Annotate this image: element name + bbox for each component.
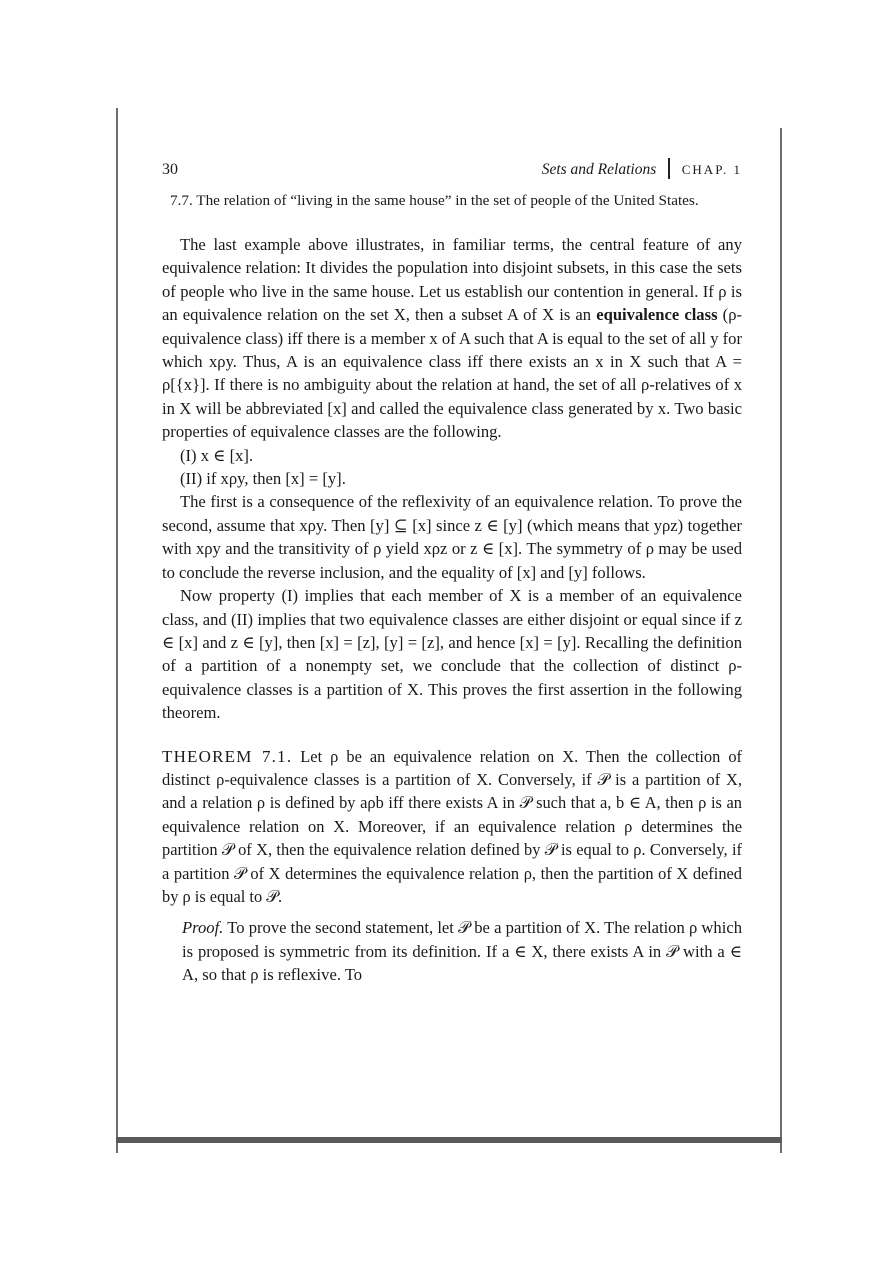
page-frame-right-border	[780, 128, 782, 1153]
example-7-7: 7.7. The relation of “living in the same house” in the set of people of the United States.	[170, 192, 699, 209]
theorem-7-1	[162, 745, 742, 909]
header-divider	[668, 158, 670, 179]
proof-label: Proof.	[182, 918, 224, 938]
property-1: (I) x ∈ [x].	[180, 445, 254, 465]
theorem-statement	[162, 745, 742, 909]
theorem-word: THEOREM	[162, 746, 253, 766]
book-page	[162, 158, 742, 987]
proof-text: To prove the second statement, let 𝒫 be a partition of X. The relation ρ which is proposed is symmetric from its definition. If a ∈ X, there exists A in 𝒫 with a ∈ A, so that ρ is reflexive. To	[182, 918, 742, 985]
paragraph-equivalence-class	[162, 233, 742, 444]
paragraph-proof-of-properties: The first is a consequence of the reflexivity of an equivalence relation. To prove the second, assume that xρy. Then [y] ⊆ [x] since z ∈ [y] (which means that yρz) together with xρy and the transitivity of ρ yield xρz or z ∈ [x]. The symmetry of ρ may be used to conclude the reverse inclusion, and the equality of [x] and [y] follows.	[162, 492, 742, 582]
running-head	[162, 158, 742, 190]
paragraph-text: The last example above illustrates, in familiar terms, the central feature of any equivalence relation: It divides the population into disjoint subsets, in this case the sets of people who live in the same house. Let us establish our contention in general. If ρ is an equivalence relation on the set X, then a subset A of X is an	[162, 235, 742, 325]
paragraph-partition: Now property (I) implies that each member of X is a member of an equivalence class, and (II) implies that two equivalence classes are either disjoint or equal since if z ∈ [x] and z ∈ [y], then [x] = [z], [y] = [z], and hence [x] = [y]. Recalling the definition of a partition of a nonempty set, we conclude that the collection of distinct ρ-equivalence classes is a partition of X. This proves the first assertion in the following theorem.	[162, 586, 742, 723]
theorem-text: Let ρ be an equivalence relation on X. Then the collection of distinct ρ-equivalence classes is a partition of X. Conversely, if 𝒫 is a partition of X, and a relation ρ is defined by aρb iff there exists A in 𝒫 such that a, b ∈ A, then ρ is an equivalence relation on X. Moreover, if an equivalence relation ρ determines the partition 𝒫 of X, then the equivalence relation defined by 𝒫 is equal to ρ. Conversely, if a partition 𝒫 of X determines the equivalence relation ρ, then the partition of X defined by ρ is equal to 𝒫.	[162, 746, 743, 906]
running-head-right	[542, 158, 742, 181]
theorem-label	[162, 747, 300, 766]
page-number: 30	[162, 161, 178, 178]
term-equivalence-class: equivalence class	[596, 305, 718, 325]
paragraph-text: (ρ-equivalence class) iff there is a member x of A such that A is equal to the set of all y for which xρy. Thus, A is an equivalence class iff there exists an x in X such that A = ρ[{x}]. If there is no ambiguity about the relation at hand, the set of all ρ-relatives of x in X will be abbreviated [x] and called the equivalence class generated by x. Two basic properties of equivalence classes are the following.	[162, 305, 743, 442]
page-frame-bottom-border	[116, 1137, 782, 1143]
chapter-label: CHAP. 1	[681, 162, 742, 177]
property-2: (II) if xρy, then [x] = [y].	[180, 469, 346, 489]
page-frame-left-border	[116, 108, 118, 1153]
proof-paragraph	[182, 916, 742, 986]
theorem-number: 7.1.	[261, 746, 293, 766]
section-title: Sets and Relations	[541, 161, 657, 178]
